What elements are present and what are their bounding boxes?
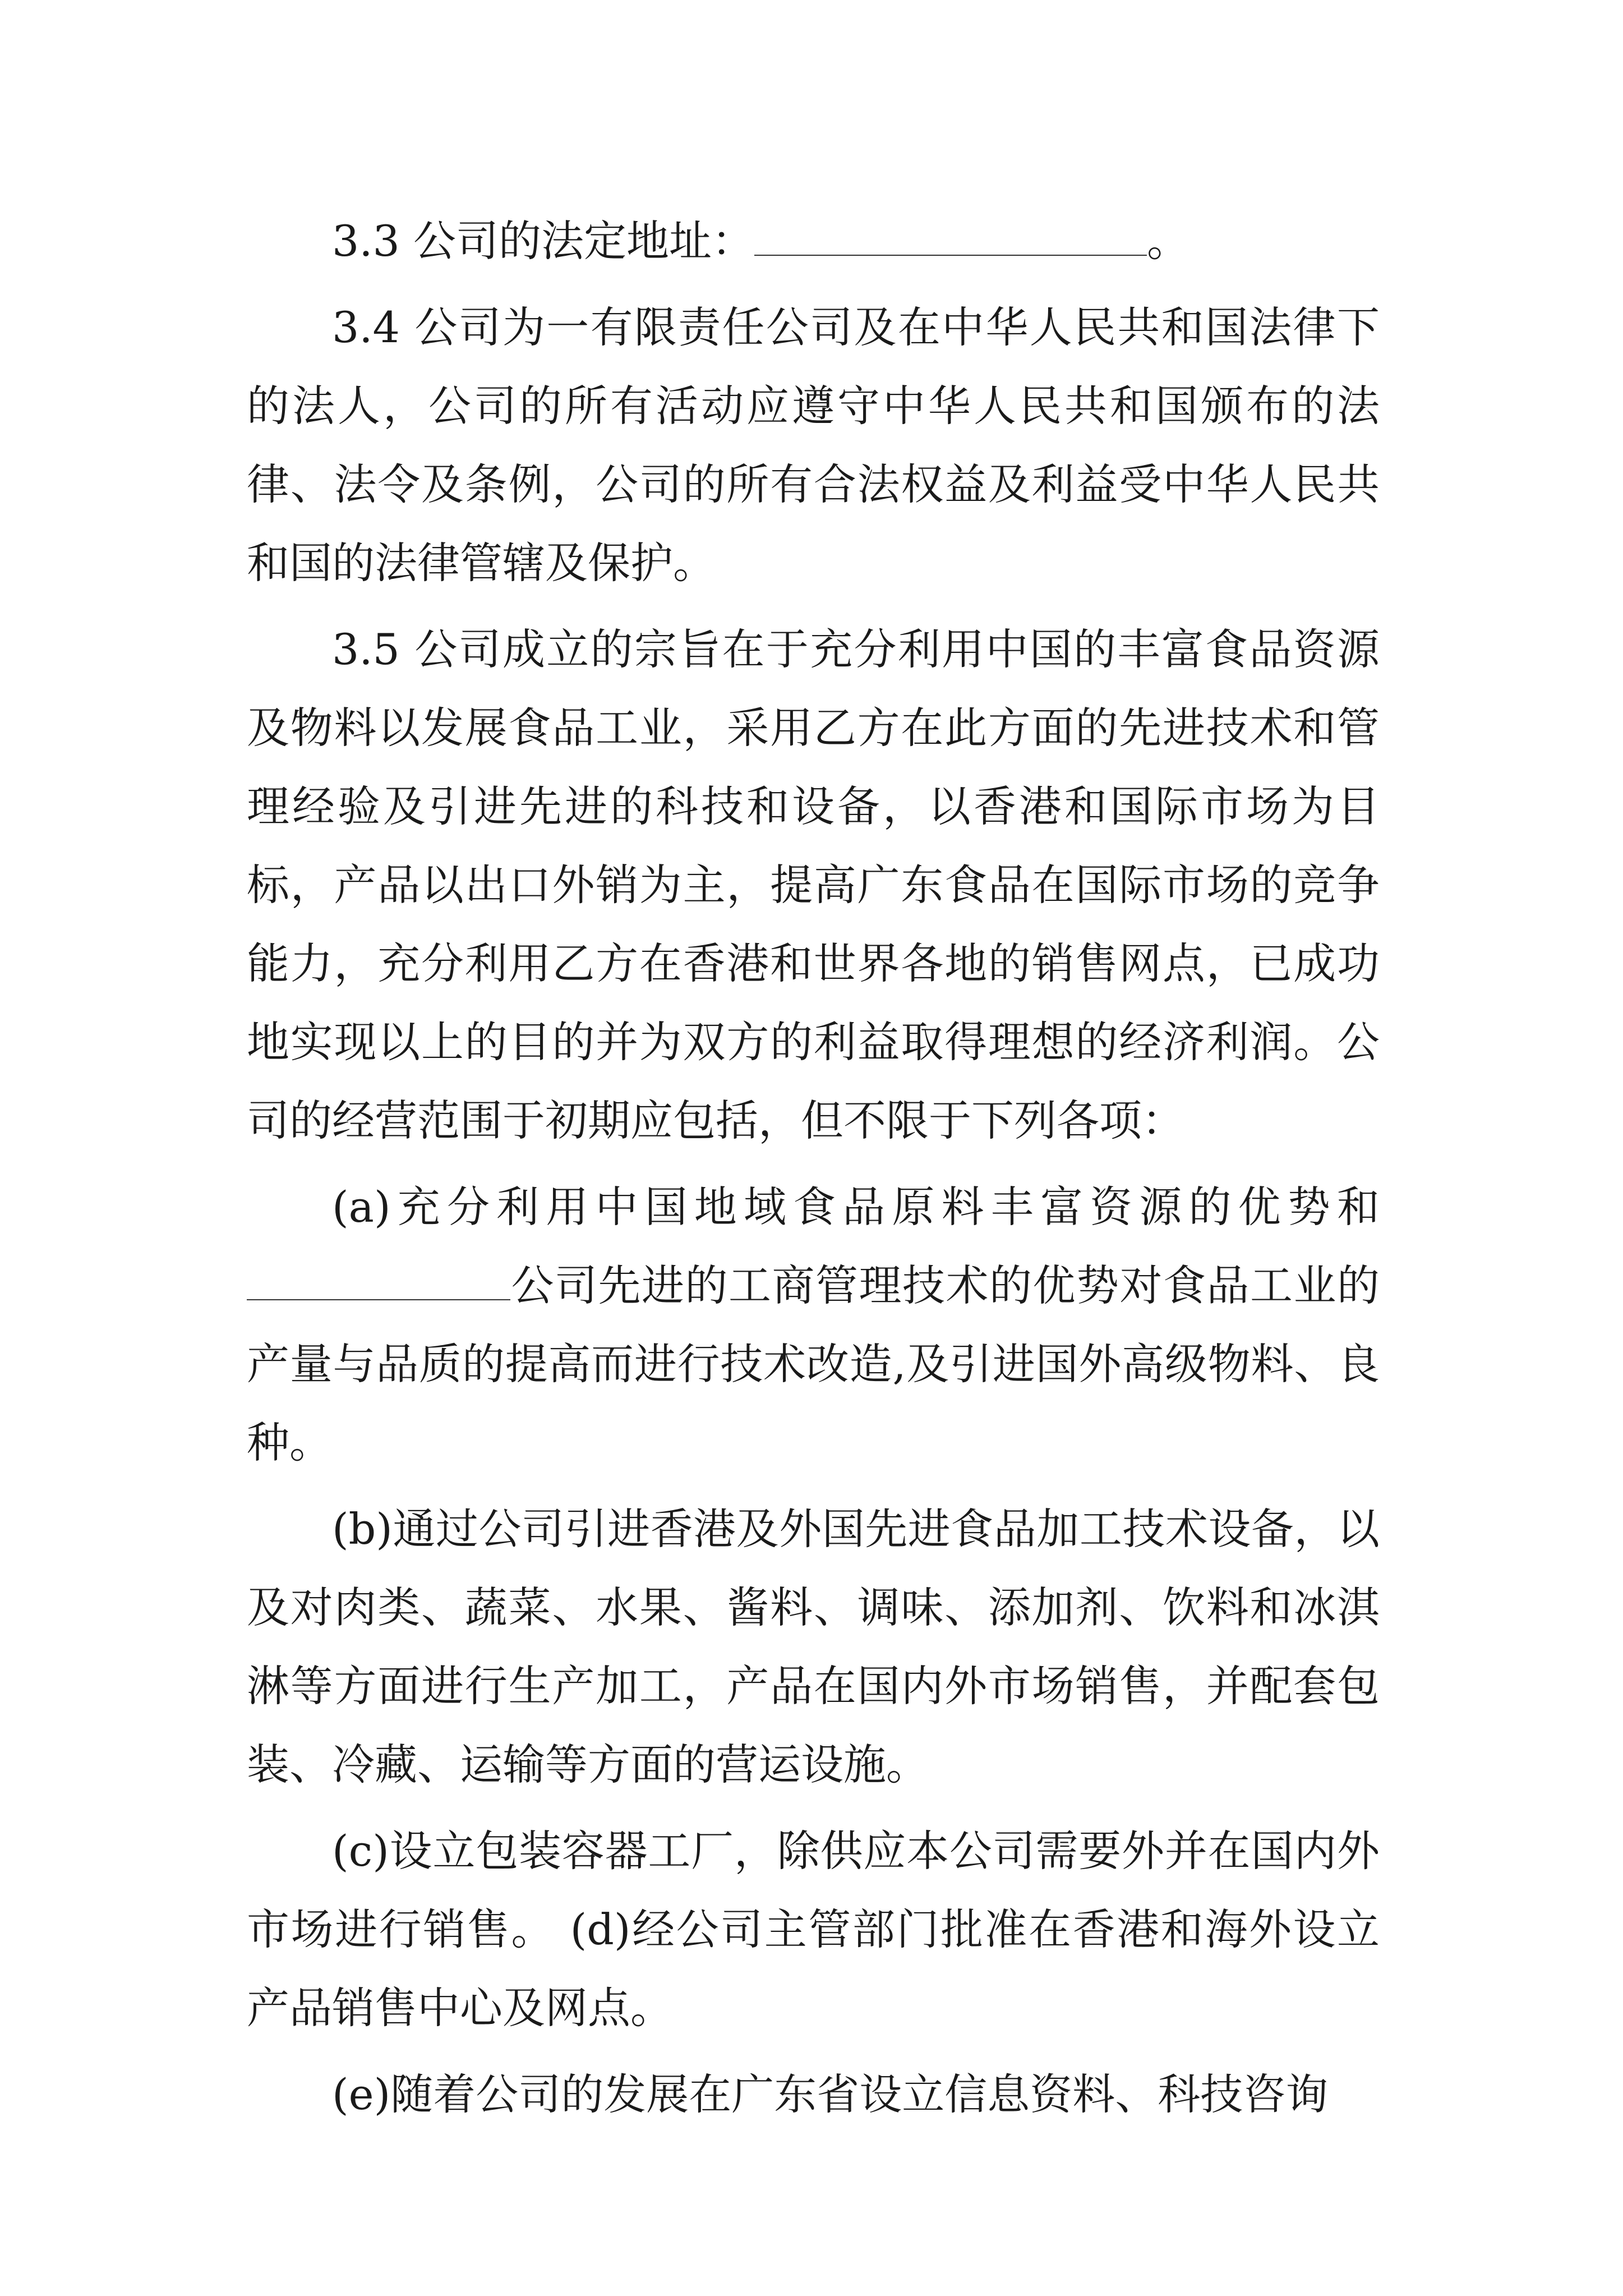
item-b: (b)通过公司引进香港及外国先进食品加工技术设备，以及对肉类、蔬菜、水果、酱料、调味、添加剂、饮料和冰淇淋等方面进行生产加工，产品在国内外市场销售，并配套包装、冷藏、运输等方面的营运设施。 <box>247 1504 1380 1789</box>
item-c-d: (c)设立包装容器工厂，除供应本公司需要外并在国内外市场进行销售。 (d)经公司主管部门批准在香港和海外设立产品销售中心及网点。 <box>247 1826 1380 2033</box>
company-blank-line <box>247 1260 510 1300</box>
item-a-text-end: 公司先进的工商管理技术的优势对食品工业的产量与品质的提高而进行技术改造,及引进国外高级物料、良种。 <box>247 1260 1380 1467</box>
clause-3-4: 3.4 公司为一有限责任公司及在中华人民共和国法律下的法人，公司的所有活动应遵守中华人民共和国颁布的法律、法令及条例，公司的所有合法权益及利益受中华人民共和国的法律管辖及保护。 <box>247 302 1380 588</box>
item-a <box>247 1168 1380 1482</box>
item-a-text-start: (a)充分利用中国地域食品原料丰富资源的优势和 <box>332 1182 1380 1232</box>
clause-3-5: 3.5 公司成立的宗旨在于充分利用中国的丰富食品资源及物料以发展食品工业，采用乙方在此方面的先进技术和管理经验及引进先进的科技和设备，以香港和国际市场为目标，产品以出口外销为主，提高广东食品在国际市场的竞争能力，充分利用乙方在香港和世界各地的销售网点，已成功地实现以上的目的并为双方的利益取得理想的经济利润。公司的经营范围于初期应包括，但不限于下列各项： <box>247 624 1380 1145</box>
clause-3-3-end: 。 <box>1147 216 1190 266</box>
document-body <box>247 202 1380 2142</box>
clause-3-3 <box>247 202 1380 280</box>
address-blank-line <box>754 215 1147 256</box>
clause-3-3-text: 3.3 公司的法定地址： <box>332 216 755 266</box>
item-e: (e)随着公司的发展在广东省设立信息资料、科技咨询 <box>332 2069 1329 2119</box>
